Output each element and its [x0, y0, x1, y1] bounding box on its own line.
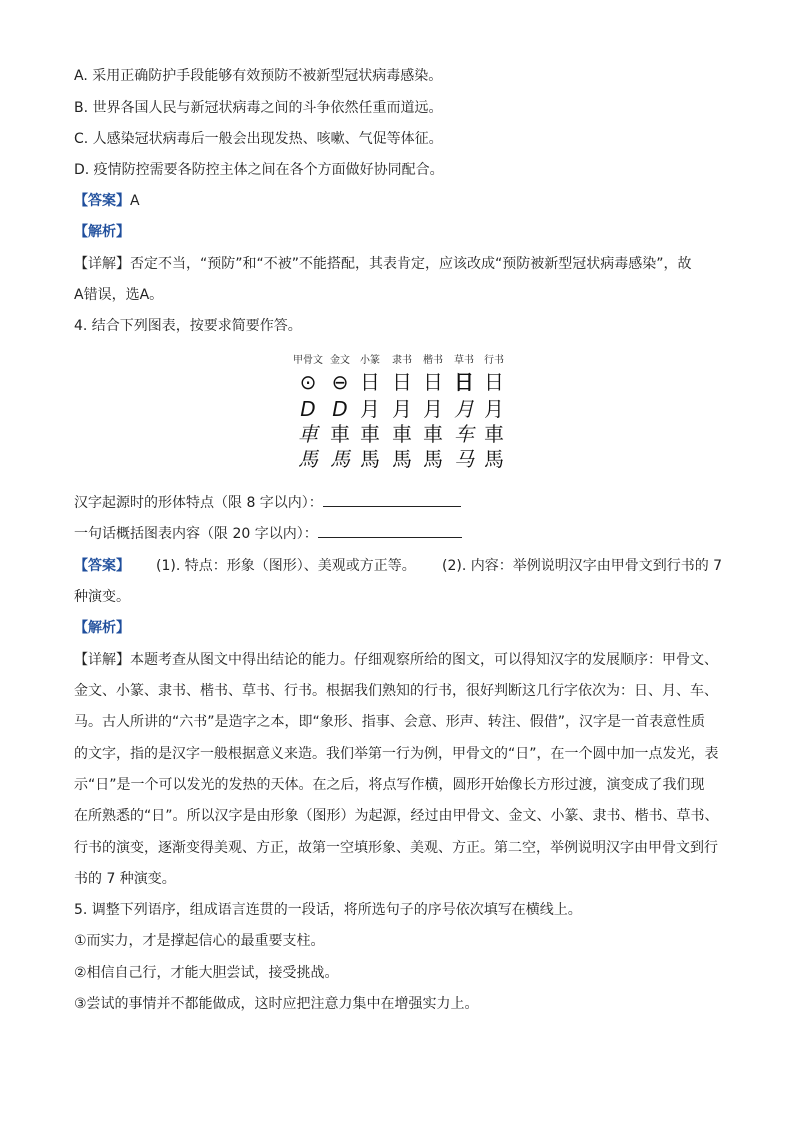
glyph-sun-small-seal: 日: [360, 370, 380, 394]
q3-answer-line: [74, 191, 140, 211]
table-header-regular: 楷书: [423, 355, 443, 366]
glyph-horse-oracle: 馬: [298, 447, 318, 471]
glyph-horse-running: 馬: [484, 447, 504, 471]
q3-detail-line-1: [74, 254, 692, 274]
glyph-cart-bronze: 車: [330, 422, 350, 446]
q4-prompt-1-line: [74, 493, 461, 513]
answer-blank-2[interactable]: [318, 525, 462, 538]
q4-answer-line: [74, 556, 130, 576]
option-c: C. 人感染冠状病毒后一般会出现发热、咳嗽、气促等体征。: [74, 131, 443, 147]
table-header-running: 行书: [484, 355, 504, 366]
q4-detail-line-4: 的文字，指的是汉字一般根据意义来造。我们举第一行为例，甲骨文的“日”，在一个圆中加一点发光，表: [74, 746, 719, 762]
glyph-moon-oracle: D: [300, 397, 316, 421]
option-d: D. 疫情防控需要各防控主体之间在各个方面做好协同配合。: [74, 162, 444, 178]
q4-analysis-line: [74, 618, 130, 638]
q4-detail-line-6: 在所熟悉的“日”。所以汉字是由形象（图形）为起源，经过由甲骨文、金文、小篆、隶书、楷书、草书、: [74, 808, 719, 824]
q4-prompt-1: 汉字起源时的形体特点（限 8 字以内）：: [74, 495, 323, 511]
table-header-cursive: 草书: [454, 355, 474, 366]
glyph-cart-oracle: 車: [298, 422, 318, 446]
glyph-cart-regular: 車: [423, 422, 443, 446]
q4-prompt-2-line: [74, 524, 462, 544]
glyph-sun-oracle: ⊙: [299, 370, 317, 394]
glyph-sun-running: 日: [484, 370, 504, 394]
glyph-horse-small-seal: 馬: [360, 447, 380, 471]
glyph-moon-bronze: D: [332, 397, 348, 421]
option-b: B. 世界各国人民与新冠状病毒之间的斗争依然任重而道远。: [74, 100, 443, 116]
glyph-horse-regular: 馬: [423, 447, 443, 471]
table-header-small-seal: 小篆: [360, 355, 380, 366]
q4-detail-line-1: [74, 650, 718, 670]
table-header-clerical: 隶书: [392, 355, 412, 366]
detail-text: 否定不当，“预防”和“不被”不能搭配，其表肯定，应该改成“预防被新型冠状病毒感染”，故: [130, 256, 692, 272]
glyph-sun-regular: 日: [423, 370, 443, 394]
glyph-moon-clerical: 月: [392, 397, 412, 421]
q5-title: 5. 调整下列语序，组成语言连贯的一段话，将所选句子的序号依次填写在横线上。: [74, 902, 582, 918]
answer-blank-1[interactable]: [323, 494, 461, 507]
analysis-label: 【解析】: [74, 620, 130, 636]
q4-detail-line-8: 书的 7 种演变。: [74, 871, 176, 887]
option-a: A. 采用正确防护手段能够有效预防不被新型冠状病毒感染。: [74, 68, 443, 84]
analysis-label: 【解析】: [74, 224, 130, 240]
answer-label: 【答案】: [74, 558, 130, 574]
glyph-horse-clerical: 馬: [392, 447, 412, 471]
q4-answer-1: (1). 特点：形象（图形）、美观或方正等。: [156, 558, 416, 574]
q3-detail-line-2: A错误，选A。: [74, 287, 164, 303]
glyph-moon-small-seal: 月: [360, 397, 380, 421]
q4-answer-2-cont: 种演变。: [74, 589, 130, 605]
glyph-cart-clerical: 車: [392, 422, 412, 446]
glyph-horse-cursive: 马: [454, 447, 474, 471]
q4-prompt-2: 一句话概括图表内容（限 20 字以内）：: [74, 526, 318, 542]
glyph-horse-bronze: 馬: [330, 447, 350, 471]
detail-text: 本题考查从图文中得出结论的能力。仔细观察所给的图文，可以得知汉字的发展顺序：甲骨文、: [130, 652, 718, 668]
answer-label: 【答案】: [74, 193, 130, 209]
q5-item-2: ②相信自己行，才能大胆尝试，接受挑战。: [74, 965, 339, 981]
glyph-cart-small-seal: 車: [360, 422, 380, 446]
q4-detail-line-5: 示“日”是一个可以发光的发热的天体。在之后，将点写作横，圆形开始像长方形过渡，演变成了我们现: [74, 777, 705, 793]
answer-value: A: [130, 193, 140, 209]
glyph-sun-cursive: 日: [454, 370, 474, 394]
glyph-moon-running: 月: [484, 397, 504, 421]
q3-analysis-line: [74, 222, 130, 242]
q5-item-3: ③尝试的事情并不都能做成，这时应把注意力集中在增强实力上。: [74, 996, 479, 1012]
glyph-sun-bronze: ⊖: [331, 370, 349, 394]
glyph-cart-cursive: 车: [454, 422, 474, 446]
q4-detail-line-3: 马。古人所讲的“六书”是造字之本，即“象形、指事、会意、形声、转注、假借”，汉字是一首表意性质: [74, 714, 706, 730]
glyph-moon-cursive: 月: [454, 397, 474, 421]
glyph-sun-clerical: 日: [392, 370, 412, 394]
detail-label: 【详解】: [74, 652, 130, 668]
q4-answer-2: (2). 内容：举例说明汉字由甲骨文到行书的 7: [442, 558, 723, 574]
glyph-cart-running: 車: [484, 422, 504, 446]
q4-detail-line-7: 行书的演变，逐渐变得美观、方正，故第一空填形象、美观、方正。第二空，举例说明汉字由甲骨文到行: [74, 840, 718, 856]
q4-title: 4. 结合下列图表，按要求简要作答。: [74, 318, 302, 334]
detail-label: 【详解】: [74, 256, 130, 272]
q5-item-1: ①而实力，才是撑起信心的最重要支柱。: [74, 933, 325, 949]
table-header-oracle: 甲骨文: [293, 355, 323, 366]
q4-detail-line-2: 金文、小篆、隶书、楷书、草书、行书。根据我们熟知的行书，很好判断这几行字依次为：日、月、车、: [74, 683, 718, 699]
glyph-moon-regular: 月: [423, 397, 443, 421]
table-header-bronze: 金文: [330, 355, 350, 366]
